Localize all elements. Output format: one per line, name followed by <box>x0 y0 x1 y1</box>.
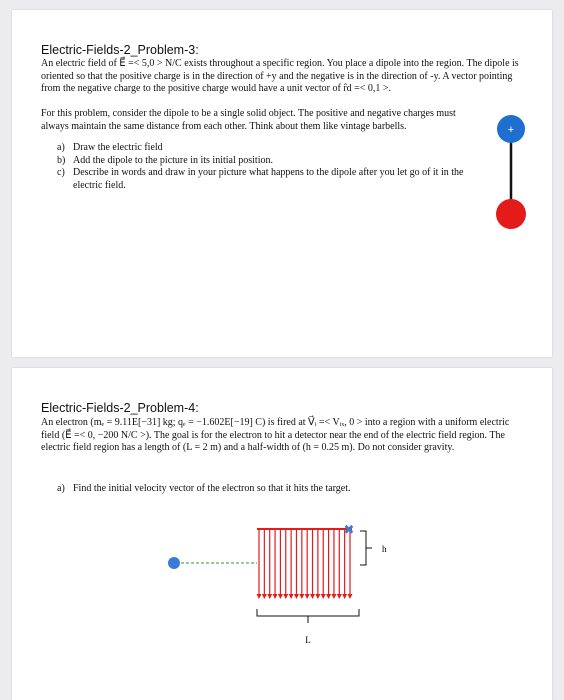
field-arrow-head <box>273 594 278 599</box>
electron-field-diagram <box>162 513 422 653</box>
list-text: Describe in words and draw in your picture what happens to the dipole after you let go of it in the electric field. <box>73 167 464 191</box>
h-label: h <box>382 544 387 554</box>
list-marker: c) <box>57 167 65 178</box>
positive-charge-label: + <box>507 124 515 136</box>
problem-4-page <box>12 368 552 700</box>
list-item <box>57 142 477 155</box>
field-arrow-head <box>299 594 304 599</box>
field-arrow-head <box>278 594 283 599</box>
field-arrow-head <box>294 594 299 599</box>
problem-3-paragraph-2: For this problem, consider the dipole to be a single solid object. The positive and negative charges must always maintain the same distance from each other. Think about them like vintage barbells. <box>41 108 456 132</box>
field-arrow-head <box>315 594 320 599</box>
field-arrow-head <box>331 594 336 599</box>
field-arrow-head <box>289 594 294 599</box>
problem-4-task-list <box>57 483 477 496</box>
field-arrow-head <box>326 594 331 599</box>
field-arrow-head <box>305 594 310 599</box>
field-arrow-head <box>321 594 326 599</box>
field-arrow-head <box>267 594 272 599</box>
field-arrow-head <box>262 594 267 599</box>
field-arrow-head <box>310 594 315 599</box>
L-bracket <box>257 609 359 623</box>
field-arrow-head <box>337 594 342 599</box>
list-text: Draw the electric field <box>73 142 163 153</box>
list-text: Find the initial velocity vector of the electron so that it hits the target. <box>73 483 351 494</box>
field-arrows <box>257 530 353 599</box>
list-marker: a) <box>57 142 65 153</box>
h-bracket <box>360 531 372 565</box>
target-icon: ✖ <box>343 523 355 538</box>
list-marker: a) <box>57 483 65 494</box>
list-item <box>57 483 477 496</box>
list-marker: b) <box>57 154 66 166</box>
field-arrow-head <box>348 594 353 599</box>
problem-3-intro: An electric field of E⃗ =< 5,0 > N/C exists throughout a specific region. You place a dipole into the region. The dipole is oriented so that the positive charge is in the direction of +y and the negative is in the direction of -y. A vector pointing from the negative charge to the positive charge would have a unit vector of r̂d =< 0,1 >. <box>41 58 519 94</box>
problem-4-title: Electric-Fields-2_Problem-4: <box>41 401 199 415</box>
negative-charge <box>496 199 526 229</box>
problem-3-task-list <box>57 142 477 192</box>
problem-3-page <box>12 10 552 357</box>
list-text: Add the dipole to the picture in its initial position. <box>73 154 273 166</box>
dipole-figure <box>492 112 532 232</box>
problem-4-intro: An electron (mₑ = 9.11E[−31] kg; qₑ = −1.602E[−19] C) is fired at V⃗ᵢ =< Vᵢₓ, 0 > into a region with a uniform electric field (E⃗ =< 0, −200 N/C >). The goal is for the electron to hit a detector near the end of the electric field region. The electric field region has a length of (L = 2 m) and a half-width of (h = 0.25 m). Do not consider gravity. <box>41 417 510 453</box>
electron <box>168 557 180 569</box>
L-label: L <box>305 635 311 645</box>
field-arrow-head <box>283 594 288 599</box>
list-item <box>57 155 477 168</box>
field-arrow-head <box>257 594 262 599</box>
problem-3-title: Electric-Fields-2_Problem-3: <box>41 43 199 57</box>
list-item <box>57 167 477 192</box>
field-arrow-head <box>342 594 347 599</box>
